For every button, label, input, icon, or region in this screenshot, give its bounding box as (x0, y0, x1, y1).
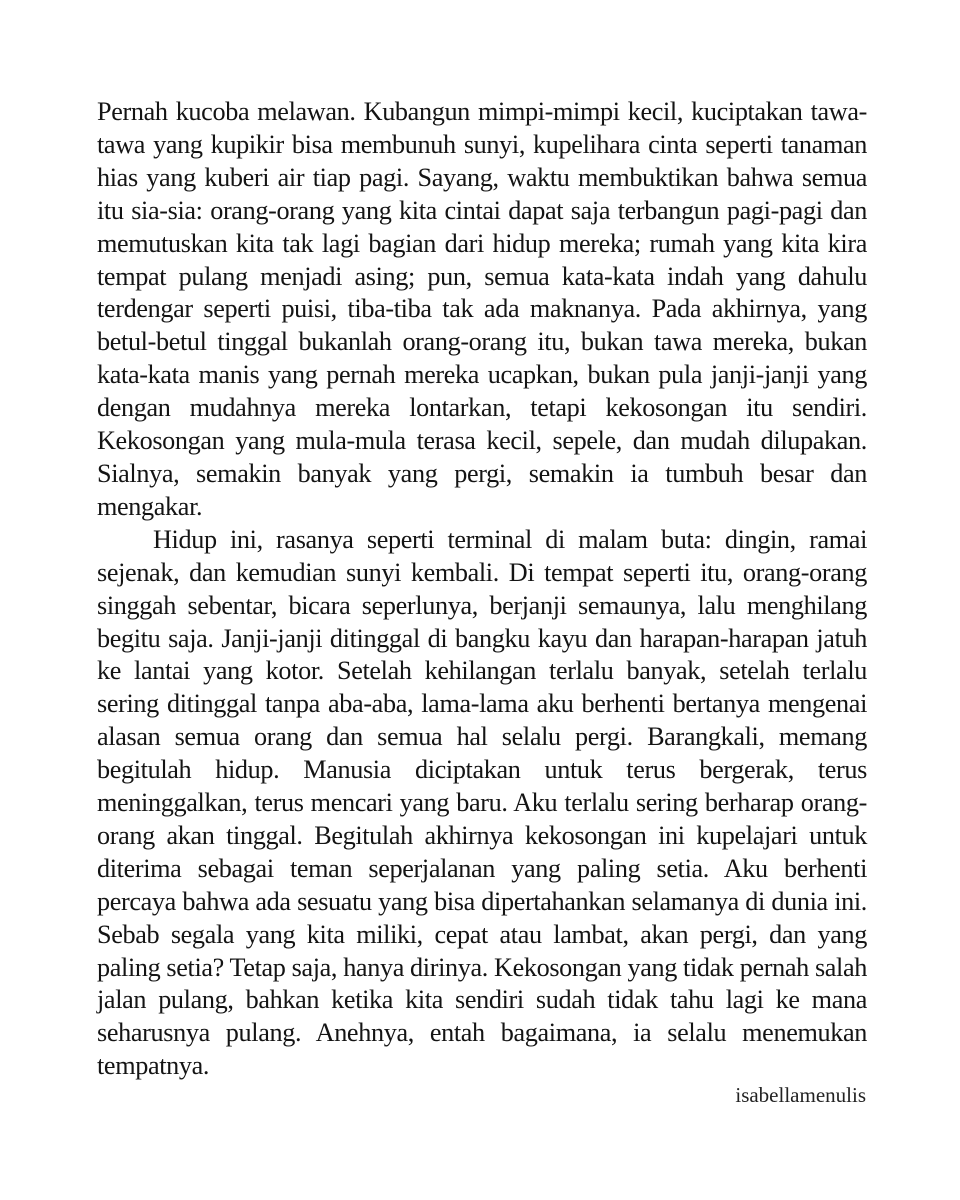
author-signature: isabellamenulis (735, 1083, 866, 1107)
paragraph-2: Hidup ini, rasanya seperti terminal di malam buta: dingin, ramai sejenak, dan kemudian sunyi kembali. Di tempat seperti itu, orang-orang singgah sebentar, bicara seperlunya, berjanji semaunya, lalu menghilang begitu saja. Janji-janji ditinggal di bangku kayu dan harapan-harapan jatuh ke lantai yang kotor. Setelah kehilangan terlalu banyak, setelah terlalu sering ditinggal tanpa aba-aba, lama-lama aku berhenti bertanya mengenai alasan semua orang dan semua hal selalu pergi. Barangkali, memang begitulah hidup. Manusia diciptakan untuk terus bergerak, terus meninggalkan, terus mencari yang baru. Aku terlalu sering berharap orang-orang akan tinggal. Begitulah akhirnya kekosongan ini kupelajari untuk diterima sebagai teman seperjalanan yang paling setia. Aku berhenti percaya bahwa ada sesuatu yang bisa dipertahankan selamanya di dunia ini. Sebab segala yang kita miliki, cepat atau lambat, akan pergi, dan yang paling setia? Tetap saja, hanya dirinya. Kekosongan yang tidak pernah salah jalan pulang, bahkan ketika kita sendiri sudah tidak tahu lagi ke mana seharusnya pulang. Anehnya, entah bagaimana, ia selalu menemukan tempatnya. (97, 524, 867, 1081)
paragraph-1: Pernah kucoba melawan. Kubangun mimpi-mimpi kecil, kuciptakan tawa-tawa yang kupikir bisa membunuh sunyi, kupelihara cinta seperti tanaman hias yang kuberi air tiap pagi. Sayang, waktu membuktikan bahwa semua itu sia-sia: orang-orang yang kita cintai dapat saja terbangun pagi-pagi dan memutuskan kita tak lagi bagian dari hidup mereka; rumah yang kita kira tempat pulang menjadi asing; pun, semua kata-kata indah yang dahulu terdengar seperti puisi, tiba-tiba tak ada maknanya. Pada akhirnya, yang betul-betul tinggal bukanlah orang-orang itu, bukan tawa mereka, bukan kata-kata manis yang pernah mereka ucapkan, bukan pula janji-janji yang dengan mudahnya mereka lontarkan, tetapi kekosongan itu sendiri. Kekosongan yang mula-mula terasa kecil, sepele, dan mudah dilupakan. Sialnya, semakin banyak yang pergi, semakin ia tumbuh besar dan mengakar. (97, 97, 867, 521)
prose-body (97, 96, 867, 1083)
